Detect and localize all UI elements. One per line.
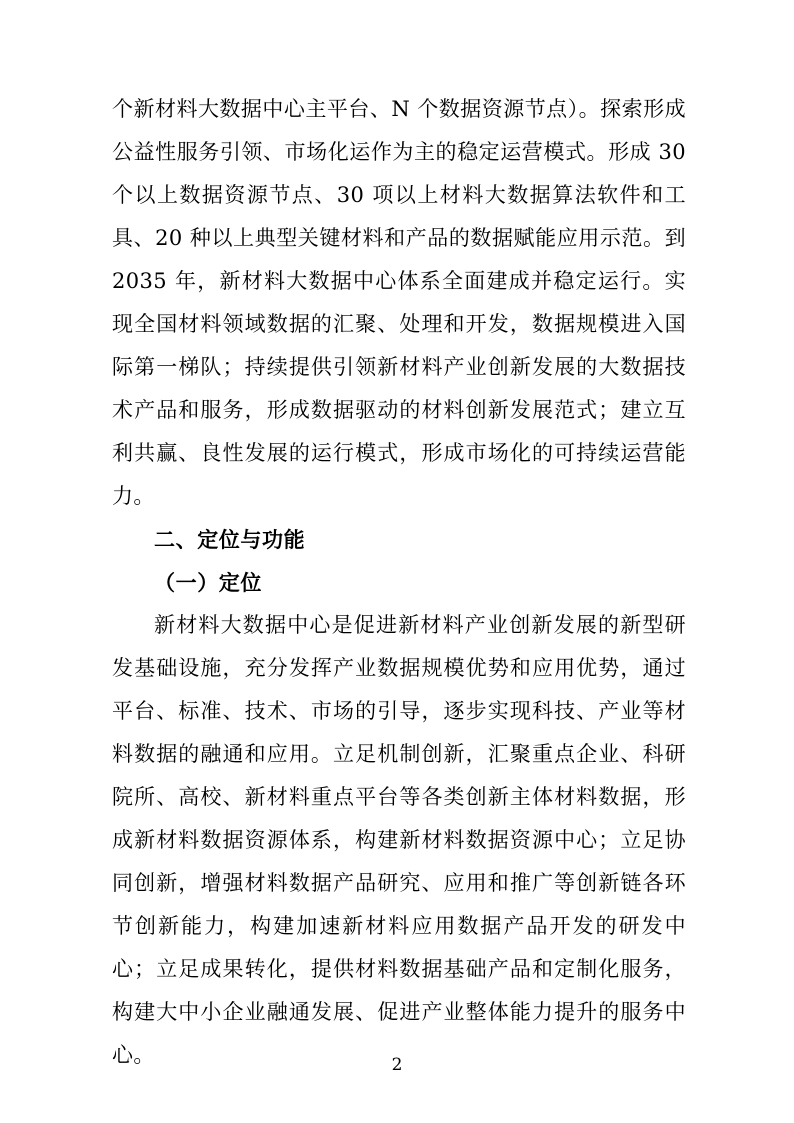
paragraph-goals: 个新材料大数据中心主平台、N 个数据资源节点）。探索形成公益性服务引领、市场化运作为主的稳定运营模式。形成 30 个以上数据资源节点、30 项以上材料大数据算法软件和工具、20 种以上典型关键材料和产品的数据赋能应用示范。到 2035 年，新材料大数据中心体系全面建成并稳定运行。实现全国材料领域数据的汇聚、处理和开发，数据规模进入国际第一梯队；持续提供引领新材料产业创新发展的大数据技术产品和服务，形成数据驱动的材料创新发展范式；建立互利共赢、良性发展的运行模式，形成市场化的可持续运营能力。: [112, 97, 686, 508]
paragraph-positioning: 新材料大数据中心是促进新材料产业创新发展的新型研发基础设施，充分发挥产业数据规模优势和应用优势，通过平台、标准、技术、市场的引导，逐步实现科技、产业等材料数据的融通和应用。立足机制创新，汇聚重点企业、科研院所、高校、新材料重点平台等各类创新主体材料数据，形成新材料数据资源体系，构建新材料数据资源中心；立足协同创新，增强材料数据产品研究、应用和推广等创新链各环节创新能力，构建加速新材料应用数据产品开发的研发中心；立足成果转化，提供材料数据基础产品和定制化服务，构建大中小企业融通发展、促进产业整体能力提升的服务中心。: [112, 613, 686, 1067]
heading-section-two: 二、定位与功能: [154, 527, 306, 552]
page-number: 2: [391, 1055, 403, 1075]
heading-subsection-positioning: （一）定位: [154, 570, 262, 595]
